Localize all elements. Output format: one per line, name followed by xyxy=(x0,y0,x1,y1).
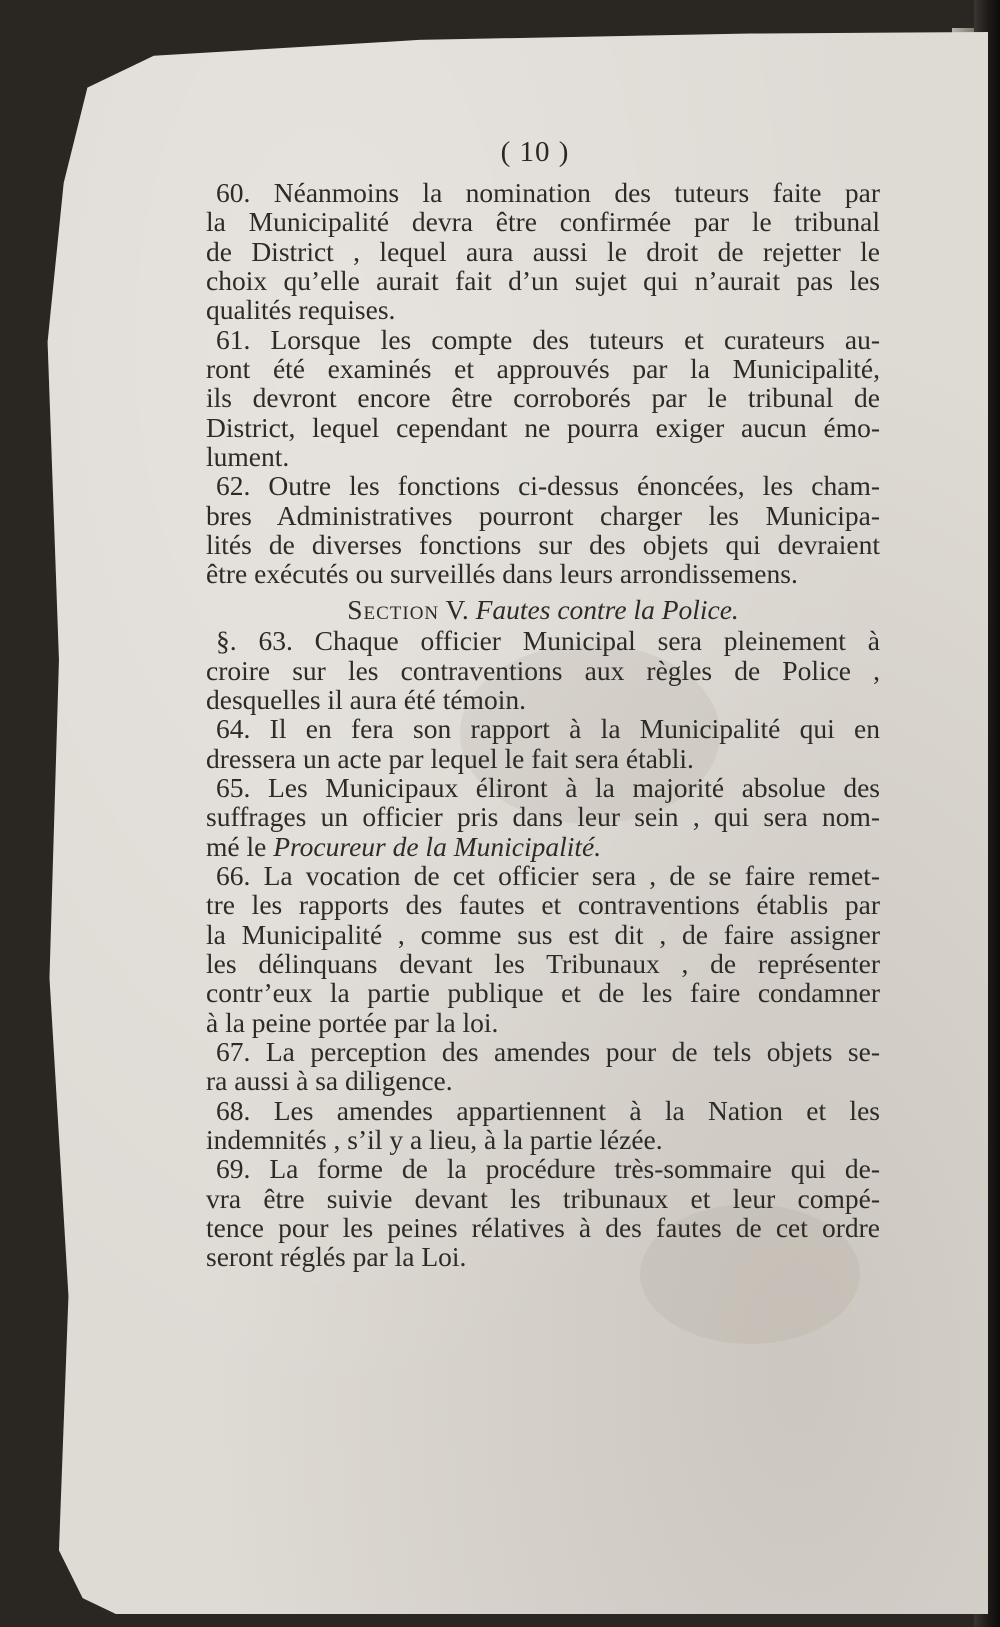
document-body xyxy=(206,178,880,1272)
text-line: de District , lequel aura aussi le droit de rejetter le xyxy=(206,235,880,267)
paragraph-p69 xyxy=(206,1154,880,1271)
text-line: la Municipalité devra être confirmée par le tribunal xyxy=(206,206,880,238)
paragraph-p62 xyxy=(206,471,880,588)
text-line: 64. Il en fera son rapport à la Municipalité qui en xyxy=(216,713,880,745)
text-line: 62. Outre les fonctions ci-dessus énoncées, les cham- xyxy=(216,470,880,502)
text-line: suffrages un officier pris dans leur sein , qui sera nom- xyxy=(206,801,880,833)
section-title: Fautes contre la Police. xyxy=(475,593,739,625)
text-line: lument. xyxy=(206,441,290,473)
text-line: 68. Les amendes appartiennent à la Nation et les xyxy=(216,1094,880,1126)
paragraph-p63 xyxy=(206,626,880,714)
page-number: ( 10 ) xyxy=(500,136,570,168)
text-line: District, lequel cependant ne pourra exiger aucun émo- xyxy=(206,411,880,443)
section-heading xyxy=(206,595,880,624)
text-line: ront été examinés et approuvés par la Municipalité, xyxy=(206,353,880,385)
text-line: être exécutés ou surveillés dans leurs arrondissemens. xyxy=(206,558,798,590)
text-line: ils devront encore être corroborés par le tribunal de xyxy=(206,382,880,414)
text-line: indemnités , s’il y a lieu, à la partie lézée. xyxy=(206,1124,663,1155)
text-line: ra aussi à sa diligence. xyxy=(206,1065,453,1097)
text-line: mé le Procureur de la Municipalité. xyxy=(206,830,602,862)
italic-title: Procureur de la Municipalité. xyxy=(266,830,602,862)
text-line: desquelles il aura été témoin. xyxy=(206,683,526,715)
text-line: les délinquans devant les Tribunaux , de représenter xyxy=(206,947,880,979)
paragraph-p65 xyxy=(206,773,880,861)
paragraph-p68 xyxy=(206,1096,880,1155)
text-line: lités de diverses fonctions sur des objets qui devraient xyxy=(206,529,880,561)
text-line: tre les rapports des fautes et contraventions établis par xyxy=(206,889,880,921)
text-line: 66. La vocation de cet officier sera , de se faire remet- xyxy=(216,859,880,891)
paragraph-p66 xyxy=(206,861,880,1037)
section-number: V. xyxy=(439,593,476,625)
paragraph-p60 xyxy=(206,178,880,325)
text-line: 69. La forme de la procédure très-sommaire qui de- xyxy=(216,1153,880,1185)
section-label: Section xyxy=(347,593,440,625)
text-line: contr’eux la partie publique et de les faire condamner xyxy=(206,977,880,1009)
text-line: seront réglés par la Loi. xyxy=(206,1241,467,1273)
text-line: qualités requises. xyxy=(206,294,396,326)
text-line: à la peine portée par la loi. xyxy=(206,1006,499,1038)
text-line: tence pour les peines rélatives à des fautes de cet ordre xyxy=(206,1212,880,1244)
text-line: vra être suivie devant les tribunaux et leur compé- xyxy=(206,1182,880,1214)
paragraph-p64 xyxy=(206,714,880,773)
paragraph-p61 xyxy=(206,325,880,472)
text-line: la Municipalité , comme sus est dit , de faire assigner xyxy=(206,918,880,950)
text-line: dressera un acte par lequel le fait sera établi. xyxy=(206,742,694,774)
text-line: choix qu’elle aurait fait d’un sujet qui n’aurait pas les xyxy=(206,265,880,297)
paragraph-p67 xyxy=(206,1037,880,1096)
text-line: §. 63. Chaque officier Municipal sera pleinement à xyxy=(216,625,880,657)
text-line: 67. La perception des amendes pour de tels objets se- xyxy=(216,1035,880,1067)
text-line: 61. Lorsque les compte des tuteurs et curateurs au- xyxy=(216,323,880,355)
text-line: 60. Néanmoins la nomination des tuteurs faite par xyxy=(216,177,880,208)
text-line: croire sur les contraventions aux règles de Police , xyxy=(206,654,880,686)
text-line: bres Administratives pourront charger les Municipa- xyxy=(206,499,880,531)
text-line: 65. Les Municipaux éliront à la majorité absolue des xyxy=(216,771,880,803)
